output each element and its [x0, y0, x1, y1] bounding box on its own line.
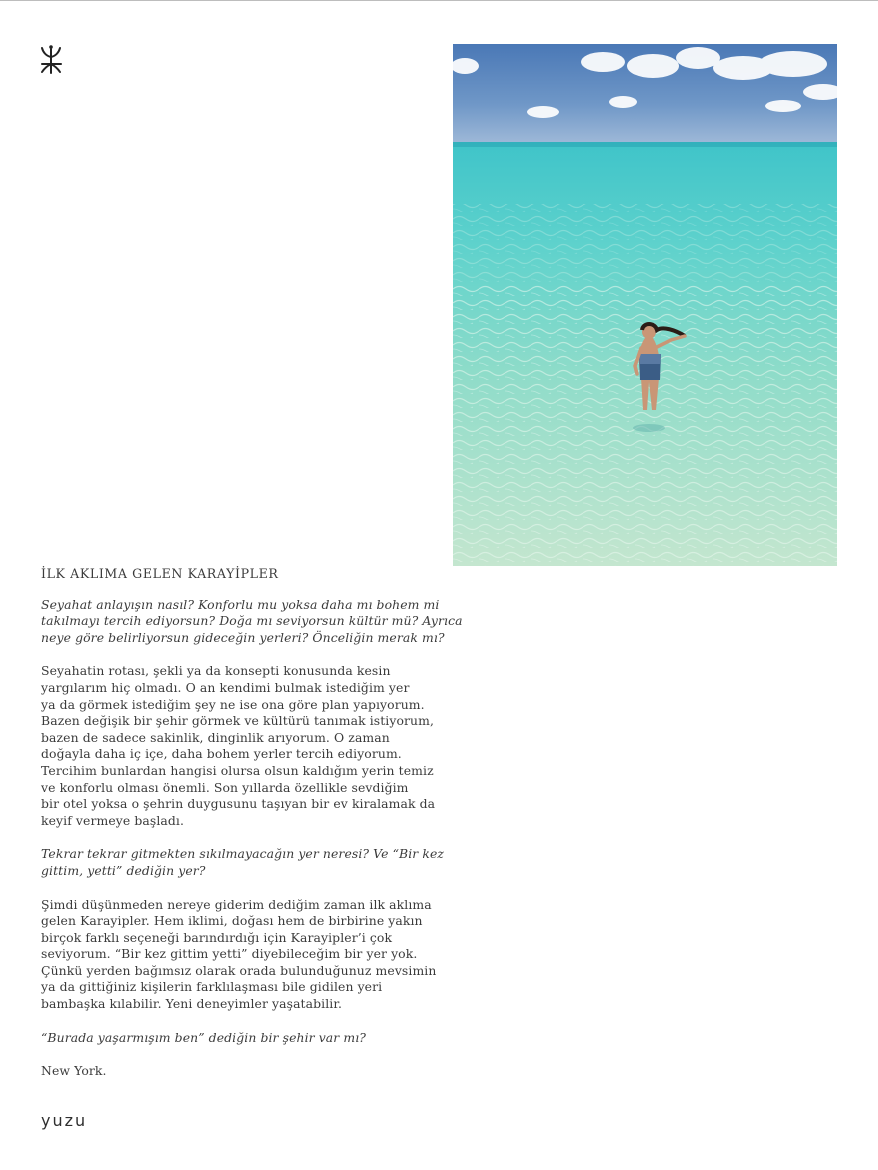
answer-line: seviyorum. “Bir kez gittim yetti” diyebileceğim bir yer yok. — [41, 946, 418, 962]
question-line: “Burada yaşarmışım ben” dediğin bir şehir var mı? — [41, 1029, 367, 1045]
answer-live-city — [41, 1063, 431, 1080]
answer-line: ve konforlu olması önemli. Son yıllarda özellikle sevdiğim — [41, 779, 409, 795]
question-line: Seyahat anlayışın nasıl? Konforlu mu yoksa daha mı bohem mi — [41, 596, 440, 612]
top-rule — [0, 0, 878, 1]
answer-line: birçok farklı seçeneği barındırdığı için Karayipler’i çok — [41, 929, 393, 945]
question-line: takılmayı tercih ediyorsun? Doğa mı seviyorsun kültür mü? Ayrıca — [41, 613, 463, 629]
question-travel-style — [41, 596, 463, 647]
section-heading: İLK AKLIMA GELEN KARAYİPLER — [41, 566, 279, 581]
answer-line: bazen de sadece sakinlik, dinginlik arıyorum. O zaman — [41, 729, 390, 745]
answer-line: New York. — [41, 1063, 107, 1079]
question-line: gittim, yetti” dediğin yer? — [41, 862, 206, 878]
answer-line: gelen Karayipler. Hem iklimi, doğası hem de birbirine yakın — [41, 913, 423, 929]
answer-line: Tercihim bunlardan hangisi olursa olsun kaldığım yerin temiz — [41, 762, 434, 778]
answer-line: doğayla daha iç içe, daha bohem yerler tercih ediyorum. — [41, 746, 402, 762]
woman-in-turquoise-sea-photo — [453, 44, 837, 566]
question-live-city — [41, 1030, 431, 1047]
question-line: neye göre belirliyorsun gideceğin yerleri? Önceliğin merak mı? — [41, 629, 445, 645]
question-favorite-place — [41, 846, 445, 879]
answer-line: bambaşka kılabilir. Yeni deneyimler yaşatabilir. — [41, 996, 343, 1012]
answer-line: keyif vermeye başladı. — [41, 812, 184, 828]
answer-favorite-place — [41, 896, 437, 1013]
answer-line: ya da gittiğiniz kişilerin farklılaşması bile gidilen yeri — [41, 979, 383, 995]
answer-line: Çünkü yerden bağımsız olarak orada bulunduğunuz mevsimin — [41, 962, 437, 978]
answer-line: Bazen değişik bir şehir görmek ve kültürü tanımak istiyorum, — [41, 713, 435, 729]
answer-line: ya da görmek istediğim şey ne ise ona göre plan yapıyorum. — [41, 696, 425, 712]
answer-line: bir otel yoksa o şehrin duygusunu taşıyan bir ev kiralamak da — [41, 796, 436, 812]
answer-line: Şimdi düşünmeden nereye giderim dediğim zaman ilk aklıma — [41, 896, 432, 912]
sprout-glyph-icon — [38, 44, 66, 74]
answer-travel-style — [41, 663, 436, 829]
answer-line: Seyahatin rotası, şekli ya da konsepti konusunda kesin — [41, 663, 391, 679]
brand-wordmark: yuzu — [41, 1111, 88, 1130]
answer-line: yargılarım hiç olmadı. O an kendimi bulmak istediğim yer — [41, 679, 410, 695]
question-line: Tekrar tekrar gitmekten sıkılmayacağın yer neresi? Ve “Bir kez — [41, 846, 445, 862]
article-body — [41, 566, 463, 1097]
